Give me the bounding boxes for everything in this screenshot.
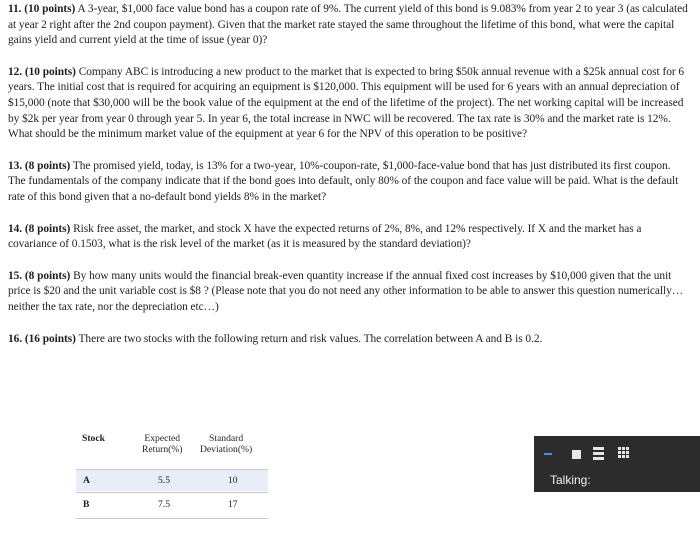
cell-deviation: 10 (228, 475, 238, 486)
header-standard-deviation-line1: Standard (209, 433, 244, 444)
question-14 (8, 222, 690, 253)
cell-deviation: 17 (228, 499, 238, 510)
header-expected-return (142, 433, 183, 455)
header-stock: Stock (82, 433, 105, 444)
question-number: 11. (10 points) (8, 3, 76, 15)
panel-toolbar (534, 436, 700, 466)
question-number: 13. (8 points) (8, 159, 71, 172)
question-15 (8, 269, 690, 316)
question-text: The promised yield, today, is 13% for a two-year, 10%-coupon-rate, $1,000-face-value bond that has just distributed its first coupon. The fundamentals of the company indicate that if the bond goes into default, only 80% of the coupon and face value will be paid. What is the default rate of this bond given that a no-default bond yields 8% in the market? (8, 159, 679, 203)
document-body (8, 2, 690, 363)
table-row (76, 470, 268, 491)
question-text: Company ABC is introducing a new product to the market that is expected to bring $50k annual revenue with a $25k annual cost for 6 years. The initial cost that is required for acquiring an equipment is $120,000. This equipment will be used for 6 years with an annual depreciation of $15,000 (note that $30,000 will be the book value of the equipment at the end of the lifetime of the project). The net working capital will be increased by $2k per year from year 0 through year 5. In year 6, the total increase in NWC will be recovered. The tax rate is 30% and the market rate is 12%. What should be the minimum market value of the equipment at year 6 for the NPV of this operation to be positive? (8, 65, 685, 141)
question-13 (8, 159, 690, 206)
voice-chat-panel (534, 436, 700, 492)
cell-return: 7.5 (158, 499, 170, 510)
square-icon[interactable] (572, 450, 581, 459)
table-rule (76, 518, 268, 519)
table-rule (76, 492, 268, 493)
question-number: 12. (10 points) (8, 65, 76, 78)
question-number: 15. (8 points) (8, 269, 71, 282)
question-number: 16. (16 points) (8, 332, 76, 345)
question-12 (8, 65, 690, 143)
header-standard-deviation (200, 433, 252, 455)
minimize-icon[interactable] (544, 453, 552, 455)
cell-stock: B (83, 499, 90, 510)
question-text: There are two stocks with the following return and risk values. The correlation between A and B is 0.2. (78, 332, 543, 345)
cell-return: 5.5 (158, 475, 170, 486)
grid-icon[interactable] (618, 447, 630, 459)
header-expected-return-line2: Return(%) (142, 444, 183, 455)
question-number: 14. (8 points) (8, 222, 71, 235)
question-text: A 3-year, $1,000 face value bond has a coupon rate of 9%. The current yield of this bond is 9.083% from year 2 to year 3 (as calculated at year 2 right after the 2nd coupon payment). Given that the market rate stayed the same throughout the lifetime of this bond, what were the capital gains yield and current yield at the time of issue (year 0)? (8, 3, 688, 47)
header-expected-return-line1: Expected (144, 433, 181, 444)
question-16 (8, 332, 690, 348)
header-standard-deviation-line2: Deviation(%) (200, 444, 253, 455)
question-text: By how many units would the financial break-even quantity increase if the annual fixed cost increases by $10,000 given that the unit price is $20 and the unit variable cost is $8 ? (Please note that you do not need any other information to be able to answer this question numerically…neither the tax rate, nor the depreciation etc…) (8, 269, 684, 313)
talking-label: Talking: (550, 473, 591, 487)
question-text: Risk free asset, the market, and stock X have the expected returns of 2%, 8%, and 12% respectively. If X and the market has a covariance of 0.1503, what is the risk level of the market (as it is measured by the standard deviation)? (8, 222, 642, 251)
question-11 (8, 2, 690, 49)
cell-stock: A (83, 475, 90, 486)
list-icon[interactable] (593, 447, 604, 460)
table-row (76, 494, 268, 515)
